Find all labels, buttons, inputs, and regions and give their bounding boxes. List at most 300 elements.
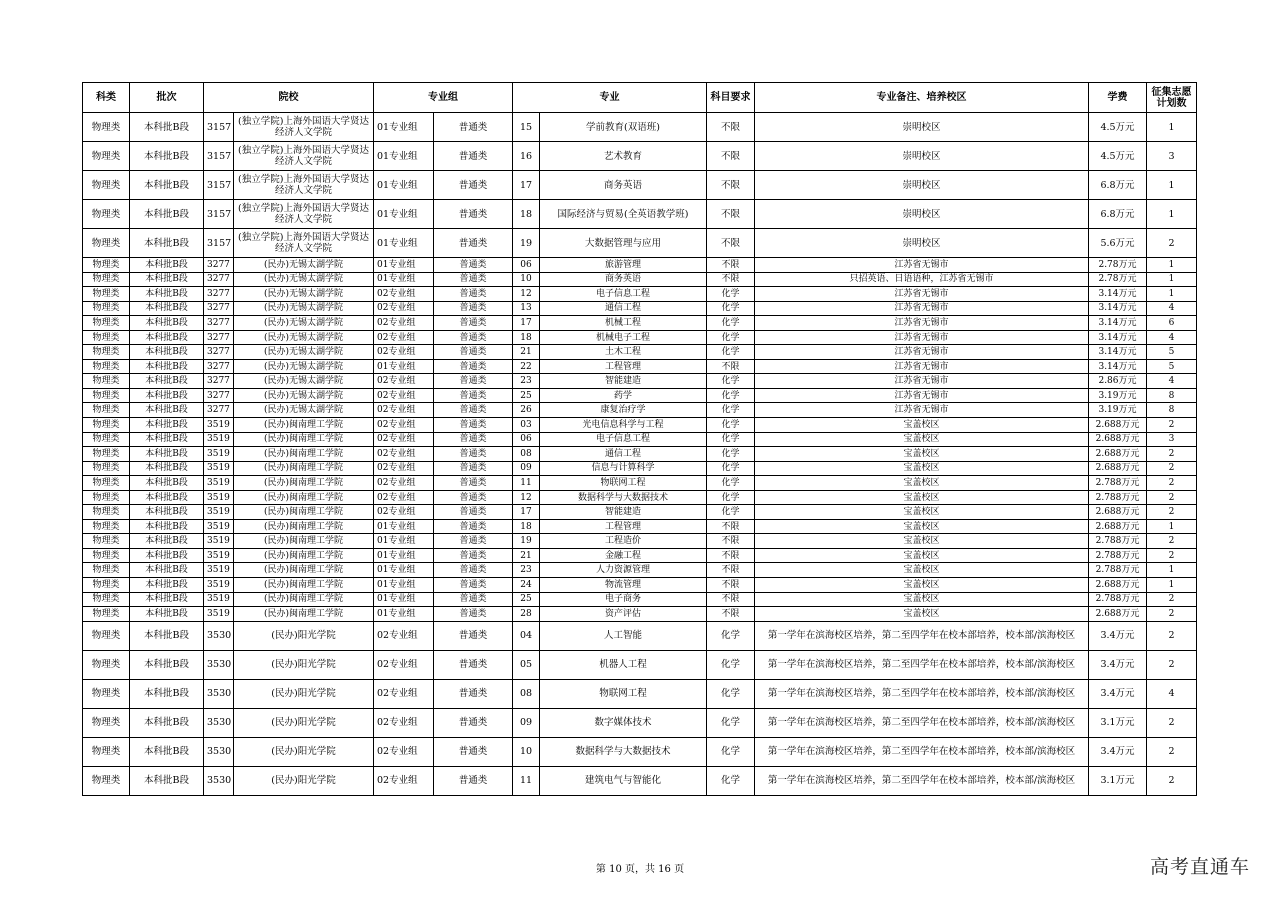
cell-plan-count: 2 (1147, 461, 1197, 476)
cell-remarks-campus: 宝盖校区 (755, 607, 1089, 622)
cell-group-type: 普通类 (434, 200, 513, 229)
cell-major-name: 土木工程 (540, 345, 707, 360)
cell-tuition: 2.688万元 (1089, 519, 1147, 534)
cell-group-code: 01专业组 (374, 607, 434, 622)
cell-major-code: 03 (513, 418, 540, 433)
cell-batch: 本科批B段 (130, 650, 204, 679)
table-row (83, 345, 1197, 360)
table-row (83, 519, 1197, 534)
cell-tuition: 5.6万元 (1089, 229, 1147, 258)
cell-subject-requirement: 不限 (707, 607, 755, 622)
table-row (83, 359, 1197, 374)
cell-group-code: 02专业组 (374, 737, 434, 766)
cell-group-code: 02专业组 (374, 679, 434, 708)
cell-plan-count: 4 (1147, 330, 1197, 345)
cell-school-name: (民办)闽南理工学院 (234, 505, 374, 520)
cell-remarks-campus: 宝盖校区 (755, 534, 1089, 549)
cell-plan-count: 6 (1147, 316, 1197, 331)
cell-major-code: 23 (513, 374, 540, 389)
cell-major-name: 金融工程 (540, 548, 707, 563)
table-row (83, 708, 1197, 737)
cell-major-name: 通信工程 (540, 447, 707, 462)
cell-remarks-campus: 宝盖校区 (755, 432, 1089, 447)
table-row (83, 461, 1197, 476)
cell-subject-requirement: 化学 (707, 621, 755, 650)
cell-group-type: 普通类 (434, 432, 513, 447)
cell-group-type: 普通类 (434, 621, 513, 650)
cell-major-name: 智能建造 (540, 505, 707, 520)
cell-remarks-campus: 宝盖校区 (755, 461, 1089, 476)
cell-category: 物理类 (83, 345, 130, 360)
cell-batch: 本科批B段 (130, 447, 204, 462)
cell-major-name: 电子商务 (540, 592, 707, 607)
table-row (83, 548, 1197, 563)
cell-remarks-campus: 江苏省无锡市 (755, 258, 1089, 273)
header-category: 科类 (83, 83, 130, 113)
cell-major-code: 21 (513, 548, 540, 563)
cell-subject-requirement: 化学 (707, 403, 755, 418)
cell-batch: 本科批B段 (130, 142, 204, 171)
cell-major-code: 04 (513, 621, 540, 650)
cell-major-code: 18 (513, 519, 540, 534)
cell-subject-requirement: 化学 (707, 418, 755, 433)
cell-group-type: 普通类 (434, 548, 513, 563)
cell-school-code: 3277 (204, 359, 234, 374)
header-subject-requirement: 科目要求 (707, 83, 755, 113)
cell-tuition: 2.788万元 (1089, 476, 1147, 491)
cell-school-code: 3277 (204, 330, 234, 345)
cell-remarks-campus: 江苏省无锡市 (755, 316, 1089, 331)
cell-major-name: 物联网工程 (540, 679, 707, 708)
cell-school-code: 3519 (204, 476, 234, 491)
cell-group-code: 01专业组 (374, 592, 434, 607)
cell-school-code: 3519 (204, 548, 234, 563)
page-number: 第 10 页，共 16 页 (595, 864, 685, 875)
cell-tuition: 3.14万元 (1089, 345, 1147, 360)
table-row (83, 258, 1197, 273)
table-row (83, 403, 1197, 418)
cell-subject-requirement: 不限 (707, 359, 755, 374)
cell-major-code: 17 (513, 505, 540, 520)
cell-tuition: 2.688万元 (1089, 432, 1147, 447)
cell-tuition: 2.688万元 (1089, 418, 1147, 433)
header-school: 院校 (204, 83, 374, 113)
cell-subject-requirement: 不限 (707, 272, 755, 287)
cell-category: 物理类 (83, 621, 130, 650)
cell-group-type: 普通类 (434, 142, 513, 171)
cell-major-name: 人工智能 (540, 621, 707, 650)
cell-major-code: 09 (513, 461, 540, 476)
cell-subject-requirement: 不限 (707, 171, 755, 200)
cell-group-type: 普通类 (434, 388, 513, 403)
table-row (83, 476, 1197, 491)
cell-batch: 本科批B段 (130, 461, 204, 476)
cell-batch: 本科批B段 (130, 113, 204, 142)
cell-tuition: 2.86万元 (1089, 374, 1147, 389)
cell-tuition: 2.788万元 (1089, 563, 1147, 578)
cell-subject-requirement: 不限 (707, 534, 755, 549)
cell-school-code: 3519 (204, 519, 234, 534)
cell-batch: 本科批B段 (130, 607, 204, 622)
cell-plan-count: 1 (1147, 519, 1197, 534)
cell-major-name: 通信工程 (540, 301, 707, 316)
cell-group-type: 普通类 (434, 476, 513, 491)
cell-school-name: (民办)阳光学院 (234, 708, 374, 737)
cell-major-code: 11 (513, 766, 540, 795)
table-row (83, 200, 1197, 229)
cell-subject-requirement: 化学 (707, 447, 755, 462)
cell-category: 物理类 (83, 534, 130, 549)
cell-major-name: 艺术教育 (540, 142, 707, 171)
cell-major-name: 建筑电气与智能化 (540, 766, 707, 795)
cell-school-code: 3519 (204, 592, 234, 607)
cell-group-code: 02专业组 (374, 330, 434, 345)
cell-tuition: 3.4万元 (1089, 679, 1147, 708)
cell-major-name: 数据科学与大数据技术 (540, 737, 707, 766)
cell-subject-requirement: 化学 (707, 301, 755, 316)
cell-group-code: 02专业组 (374, 490, 434, 505)
table-row (83, 229, 1197, 258)
cell-school-name: (民办)阳光学院 (234, 766, 374, 795)
cell-major-code: 06 (513, 432, 540, 447)
cell-group-type: 普通类 (434, 650, 513, 679)
cell-group-code: 01专业组 (374, 113, 434, 142)
cell-batch: 本科批B段 (130, 301, 204, 316)
table-row (83, 563, 1197, 578)
cell-subject-requirement: 不限 (707, 113, 755, 142)
cell-school-code: 3530 (204, 621, 234, 650)
cell-major-code: 15 (513, 113, 540, 142)
cell-school-name: (民办)阳光学院 (234, 737, 374, 766)
cell-tuition: 3.14万元 (1089, 330, 1147, 345)
cell-remarks-campus: 宝盖校区 (755, 418, 1089, 433)
cell-group-code: 02专业组 (374, 388, 434, 403)
cell-category: 物理类 (83, 461, 130, 476)
header-major: 专业 (513, 83, 707, 113)
cell-major-code: 10 (513, 737, 540, 766)
cell-major-name: 学前教育(双语班) (540, 113, 707, 142)
cell-remarks-campus: 第一学年在滨海校区培养，第二至四学年在校本部培养，校本部/滨海校区 (755, 679, 1089, 708)
cell-remarks-campus: 第一学年在滨海校区培养，第二至四学年在校本部培养，校本部/滨海校区 (755, 650, 1089, 679)
cell-group-type: 普通类 (434, 301, 513, 316)
cell-school-code: 3519 (204, 505, 234, 520)
cell-category: 物理类 (83, 316, 130, 331)
cell-category: 物理类 (83, 432, 130, 447)
cell-plan-count: 2 (1147, 229, 1197, 258)
cell-batch: 本科批B段 (130, 737, 204, 766)
cell-plan-count: 1 (1147, 258, 1197, 273)
header-remarks-campus: 专业备注、培养校区 (755, 83, 1089, 113)
cell-group-type: 普通类 (434, 374, 513, 389)
cell-group-code: 02专业组 (374, 301, 434, 316)
cell-tuition: 3.4万元 (1089, 650, 1147, 679)
cell-major-code: 28 (513, 607, 540, 622)
cell-category: 物理类 (83, 766, 130, 795)
cell-group-code: 02专业组 (374, 374, 434, 389)
cell-major-name: 机器人工程 (540, 650, 707, 679)
cell-group-type: 普通类 (434, 505, 513, 520)
cell-group-type: 普通类 (434, 287, 513, 302)
cell-category: 物理类 (83, 272, 130, 287)
cell-major-code: 10 (513, 272, 540, 287)
cell-batch: 本科批B段 (130, 534, 204, 549)
cell-school-name: (民办)无锡太湖学院 (234, 359, 374, 374)
cell-batch: 本科批B段 (130, 287, 204, 302)
cell-school-name: (民办)闽南理工学院 (234, 476, 374, 491)
table-row (83, 505, 1197, 520)
cell-plan-count: 2 (1147, 650, 1197, 679)
cell-school-name: (民办)无锡太湖学院 (234, 345, 374, 360)
cell-tuition: 2.788万元 (1089, 534, 1147, 549)
cell-tuition: 3.4万元 (1089, 737, 1147, 766)
cell-remarks-campus: 江苏省无锡市 (755, 301, 1089, 316)
cell-group-code: 01专业组 (374, 519, 434, 534)
cell-batch: 本科批B段 (130, 374, 204, 389)
cell-plan-count: 2 (1147, 490, 1197, 505)
table-row (83, 607, 1197, 622)
cell-plan-count: 2 (1147, 548, 1197, 563)
cell-remarks-campus: 江苏省无锡市 (755, 403, 1089, 418)
cell-school-name: (民办)阳光学院 (234, 650, 374, 679)
table-row (83, 650, 1197, 679)
cell-major-code: 19 (513, 534, 540, 549)
cell-remarks-campus: 宝盖校区 (755, 519, 1089, 534)
cell-group-type: 普通类 (434, 737, 513, 766)
cell-school-name: (民办)闽南理工学院 (234, 592, 374, 607)
cell-group-code: 02专业组 (374, 316, 434, 331)
cell-group-type: 普通类 (434, 345, 513, 360)
cell-batch: 本科批B段 (130, 229, 204, 258)
cell-group-type: 普通类 (434, 171, 513, 200)
cell-remarks-campus: 宝盖校区 (755, 592, 1089, 607)
cell-major-code: 12 (513, 287, 540, 302)
cell-major-name: 数字媒体技术 (540, 708, 707, 737)
table-row (83, 621, 1197, 650)
cell-major-code: 22 (513, 359, 540, 374)
cell-batch: 本科批B段 (130, 272, 204, 287)
cell-group-type: 普通类 (434, 708, 513, 737)
cell-major-name: 旅游管理 (540, 258, 707, 273)
cell-plan-count: 2 (1147, 505, 1197, 520)
cell-major-name: 信息与计算科学 (540, 461, 707, 476)
cell-remarks-campus: 崇明校区 (755, 113, 1089, 142)
cell-plan-count: 8 (1147, 388, 1197, 403)
cell-tuition: 6.8万元 (1089, 171, 1147, 200)
cell-major-name: 电子信息工程 (540, 287, 707, 302)
cell-batch: 本科批B段 (130, 592, 204, 607)
cell-major-name: 大数据管理与应用 (540, 229, 707, 258)
cell-group-type: 普通类 (434, 418, 513, 433)
cell-group-code: 01专业组 (374, 563, 434, 578)
cell-school-code: 3519 (204, 490, 234, 505)
cell-group-code: 02专业组 (374, 621, 434, 650)
cell-tuition: 2.688万元 (1089, 447, 1147, 462)
table-row (83, 301, 1197, 316)
cell-plan-count: 2 (1147, 476, 1197, 491)
cell-school-name: (民办)阳光学院 (234, 621, 374, 650)
cell-school-name: (独立学院)上海外国语大学贤达经济人文学院 (234, 142, 374, 171)
cell-remarks-campus: 宝盖校区 (755, 476, 1089, 491)
cell-category: 物理类 (83, 200, 130, 229)
cell-major-code: 17 (513, 171, 540, 200)
cell-group-type: 普通类 (434, 403, 513, 418)
cell-group-type: 普通类 (434, 113, 513, 142)
cell-tuition: 2.688万元 (1089, 607, 1147, 622)
cell-major-code: 11 (513, 476, 540, 491)
cell-group-code: 01专业组 (374, 142, 434, 171)
cell-plan-count: 1 (1147, 578, 1197, 593)
cell-school-code: 3157 (204, 113, 234, 142)
table-header-row (83, 83, 1197, 113)
cell-school-code: 3519 (204, 447, 234, 462)
cell-major-code: 05 (513, 650, 540, 679)
cell-subject-requirement: 化学 (707, 461, 755, 476)
cell-group-type: 普通类 (434, 578, 513, 593)
cell-group-type: 普通类 (434, 461, 513, 476)
cell-plan-count: 2 (1147, 592, 1197, 607)
cell-plan-count: 2 (1147, 708, 1197, 737)
cell-group-type: 普通类 (434, 447, 513, 462)
cell-major-name: 物联网工程 (540, 476, 707, 491)
cell-major-code: 08 (513, 447, 540, 462)
cell-school-code: 3277 (204, 388, 234, 403)
cell-school-code: 3277 (204, 272, 234, 287)
cell-remarks-campus: 第一学年在滨海校区培养，第二至四学年在校本部培养，校本部/滨海校区 (755, 737, 1089, 766)
cell-plan-count: 2 (1147, 447, 1197, 462)
cell-school-name: (民办)无锡太湖学院 (234, 301, 374, 316)
cell-category: 物理类 (83, 578, 130, 593)
cell-remarks-campus: 第一学年在滨海校区培养，第二至四学年在校本部培养，校本部/滨海校区 (755, 708, 1089, 737)
cell-school-name: (独立学院)上海外国语大学贤达经济人文学院 (234, 229, 374, 258)
cell-major-name: 智能建造 (540, 374, 707, 389)
cell-batch: 本科批B段 (130, 505, 204, 520)
cell-subject-requirement: 化学 (707, 490, 755, 505)
cell-major-code: 08 (513, 679, 540, 708)
cell-category: 物理类 (83, 113, 130, 142)
cell-group-code: 01专业组 (374, 229, 434, 258)
cell-tuition: 3.19万元 (1089, 403, 1147, 418)
cell-remarks-campus: 江苏省无锡市 (755, 345, 1089, 360)
cell-remarks-campus: 宝盖校区 (755, 563, 1089, 578)
cell-school-name: (民办)无锡太湖学院 (234, 287, 374, 302)
cell-group-code: 02专业组 (374, 432, 434, 447)
cell-school-name: (民办)闽南理工学院 (234, 607, 374, 622)
cell-category: 物理类 (83, 229, 130, 258)
cell-remarks-campus: 江苏省无锡市 (755, 359, 1089, 374)
cell-major-name: 药学 (540, 388, 707, 403)
cell-remarks-campus: 宝盖校区 (755, 505, 1089, 520)
cell-major-name: 工程管理 (540, 359, 707, 374)
cell-school-name: (民办)闽南理工学院 (234, 578, 374, 593)
cell-group-code: 02专业组 (374, 418, 434, 433)
cell-category: 物理类 (83, 287, 130, 302)
table-row (83, 113, 1197, 142)
cell-school-code: 3519 (204, 418, 234, 433)
cell-remarks-campus: 第一学年在滨海校区培养，第二至四学年在校本部培养，校本部/滨海校区 (755, 621, 1089, 650)
cell-batch: 本科批B段 (130, 476, 204, 491)
cell-subject-requirement: 不限 (707, 592, 755, 607)
cell-major-name: 物流管理 (540, 578, 707, 593)
cell-school-name: (民办)闽南理工学院 (234, 432, 374, 447)
cell-school-name: (民办)闽南理工学院 (234, 519, 374, 534)
cell-school-name: (民办)闽南理工学院 (234, 563, 374, 578)
table-row (83, 766, 1197, 795)
cell-subject-requirement: 不限 (707, 578, 755, 593)
cell-school-name: (民办)闽南理工学院 (234, 490, 374, 505)
cell-tuition: 3.4万元 (1089, 621, 1147, 650)
cell-batch: 本科批B段 (130, 330, 204, 345)
cell-major-code: 25 (513, 592, 540, 607)
cell-group-code: 01专业组 (374, 578, 434, 593)
header-major-group: 专业组 (374, 83, 513, 113)
cell-subject-requirement: 化学 (707, 708, 755, 737)
cell-remarks-campus: 只招英语、日语语种，江苏省无锡市 (755, 272, 1089, 287)
cell-major-code: 18 (513, 330, 540, 345)
cell-category: 物理类 (83, 563, 130, 578)
cell-school-code: 3530 (204, 650, 234, 679)
cell-category: 物理类 (83, 447, 130, 462)
cell-remarks-campus: 江苏省无锡市 (755, 388, 1089, 403)
cell-group-type: 普通类 (434, 679, 513, 708)
cell-batch: 本科批B段 (130, 359, 204, 374)
cell-group-type: 普通类 (434, 316, 513, 331)
cell-category: 物理类 (83, 403, 130, 418)
cell-major-code: 12 (513, 490, 540, 505)
cell-major-name: 人力资源管理 (540, 563, 707, 578)
cell-plan-count: 2 (1147, 534, 1197, 549)
cell-batch: 本科批B段 (130, 200, 204, 229)
cell-tuition: 3.14万元 (1089, 287, 1147, 302)
cell-group-code: 01专业组 (374, 272, 434, 287)
cell-group-code: 02专业组 (374, 476, 434, 491)
header-plan-count: 征集志愿计划数 (1147, 83, 1197, 113)
cell-plan-count: 3 (1147, 142, 1197, 171)
cell-batch: 本科批B段 (130, 258, 204, 273)
cell-group-code: 02专业组 (374, 766, 434, 795)
cell-group-code: 02专业组 (374, 708, 434, 737)
table-row (83, 374, 1197, 389)
cell-plan-count: 4 (1147, 301, 1197, 316)
cell-group-type: 普通类 (434, 607, 513, 622)
cell-school-code: 3277 (204, 316, 234, 331)
cell-major-code: 09 (513, 708, 540, 737)
cell-tuition: 2.688万元 (1089, 505, 1147, 520)
cell-category: 物理类 (83, 142, 130, 171)
cell-major-code: 17 (513, 316, 540, 331)
cell-tuition: 3.14万元 (1089, 301, 1147, 316)
cell-plan-count: 2 (1147, 607, 1197, 622)
cell-plan-count: 1 (1147, 563, 1197, 578)
cell-school-code: 3277 (204, 403, 234, 418)
cell-school-name: (民办)无锡太湖学院 (234, 403, 374, 418)
cell-subject-requirement: 化学 (707, 374, 755, 389)
cell-plan-count: 5 (1147, 345, 1197, 360)
cell-tuition: 2.688万元 (1089, 461, 1147, 476)
cell-major-code: 06 (513, 258, 540, 273)
cell-category: 物理类 (83, 519, 130, 534)
cell-group-type: 普通类 (434, 519, 513, 534)
cell-plan-count: 2 (1147, 621, 1197, 650)
cell-school-code: 3519 (204, 563, 234, 578)
cell-category: 物理类 (83, 607, 130, 622)
cell-tuition: 2.788万元 (1089, 592, 1147, 607)
cell-major-name: 机械工程 (540, 316, 707, 331)
cell-subject-requirement: 化学 (707, 505, 755, 520)
cell-remarks-campus: 崇明校区 (755, 200, 1089, 229)
cell-category: 物理类 (83, 708, 130, 737)
table-row (83, 171, 1197, 200)
cell-major-code: 18 (513, 200, 540, 229)
